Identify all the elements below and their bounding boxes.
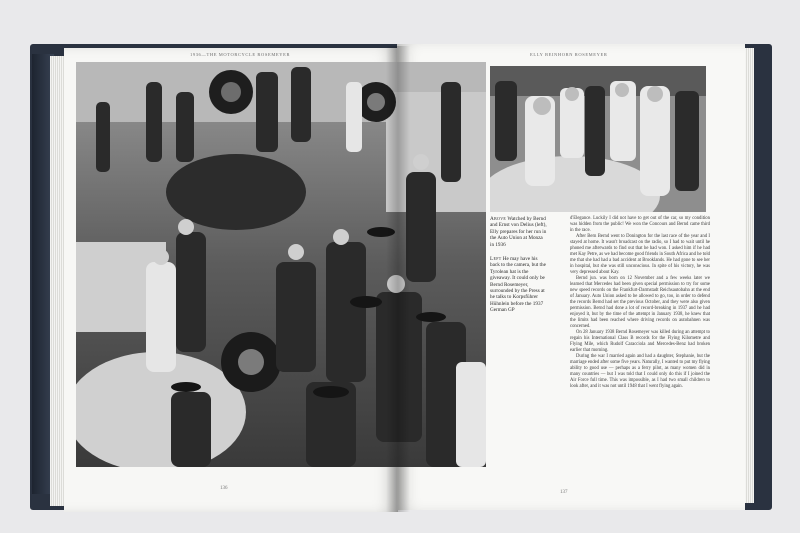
monza-photograph xyxy=(490,66,706,212)
caption-left-text: He may have his back to the camera, but the Tyrolean hat is the giveaway. It could only be Bernd Rosemeyer, surrounded by the Press at he talks to Korpsführer Hühnlein before the 1937 German GP xyxy=(490,256,546,314)
right-page-number: 137 xyxy=(560,490,568,495)
caption-above-lead: Above xyxy=(490,216,507,222)
paragraph: After Bern Bernd went to Donington for the last race of the year and I stayed at home. It wasn't broadcast on the radio, so I had to wait until he phoned me afterwards to find out that he had won. I asked him if he had met Kay Petre, as we had become good friends in South Africa and he told me that she had had a bad accident at Brooklands. He had gone to see her in hospital, but she was still unconscious. In spite of his victory, he was very depressed about Kay. xyxy=(570,234,710,275)
left-running-head: 1936—THE MOTORCYCLE ROSEMEYER xyxy=(190,52,291,57)
caption-above xyxy=(490,216,548,248)
caption-left xyxy=(490,256,548,314)
paragraph: Bernd jun. was born on 12 November and a few weeks later we learned that Mercedes had been given special permission to try for some new speed records on the Frankfurt-Darmstadt Reichsautobahn at the end of January. Auto Union asked to be allowed to go, too, in order to defend the records Bernd had set the previous October, and they were also given permission. Bernd had done a lot of record-breaking in 1937 and he had enjoyed it, but by the time of the attempt in January 1938, he knew that the limits had been reached where driving records on autobahnen was concerned. xyxy=(570,276,710,329)
crowd-photograph xyxy=(76,62,486,467)
paragraph: During the war I married again and had a daughter, Stephanie, but the marriage ended after some five years. Naturally, I wanted to put my flying ability to good use — perhaps as a ferry pilot, as many women did in many countries — but I was told that I could only do this if I joined the Air Force full time. This was impossible, as I had two small children to look after, and it was not until 1948 that I went flying again. xyxy=(570,354,710,389)
caption-above-text: Watched by Bernd and Ernst von Delius (left), Elly prepares for her run in the Auto Union at Monza in 1936 xyxy=(490,216,547,248)
caption-left-lead: Left xyxy=(490,256,502,262)
paragraph: On 28 January 1938 Bernd Rosemeyer was killed during an attempt to regain his International Class B records for the Flying Kilometre and Flying Mile, which Rudolf Caracciola and Mercedes-Benz had broken earlier that morning. xyxy=(570,330,710,353)
paragraph: d'Elegance. Luckily I did not have to get out of the car, so my condition was hidden from the public! We won the Concours and Bernd came third in the race. xyxy=(570,216,710,233)
right-running-head: ELLY BEINHORN ROSEMEYER xyxy=(530,52,608,57)
left-page-number: 136 xyxy=(220,486,228,491)
body-text-column xyxy=(570,216,710,390)
